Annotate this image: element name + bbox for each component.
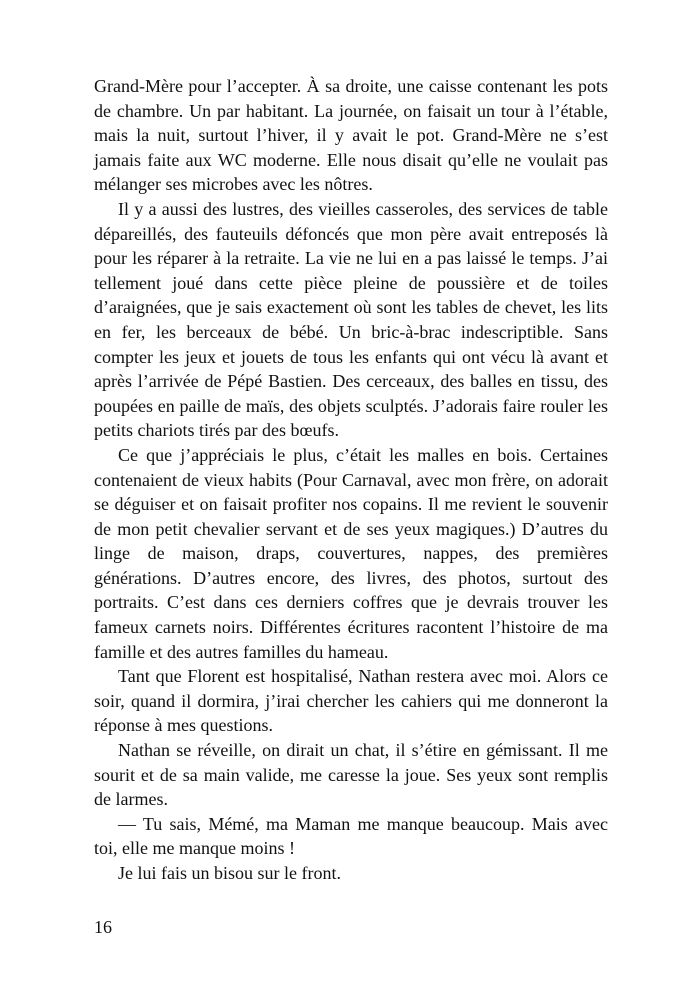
paragraph-2: Il y a aussi des lustres, des vieilles casseroles, des services de table dépareillés, des fauteuils défoncés que mon père avait entreposés là pour les réparer à la retraite. La vie ne lui en a pas laissé le temps. J’ai tellement joué dans cette pièce pleine de poussière et de toiles d’araignées, que je sais exactement où sont les tables de chevet, les lits en fer, les berceaux de bébé. Un bric-à-brac indescriptible. Sans compter les jeux et jouets de tous les enfants qui ont vécu là avant et après l’arrivée de Pépé Bastien. Des cerceaux, des balles en tissu, des poupées en paille de maïs, des objets sculptés. J’adorais faire rouler les petits chariots tirés par des bœufs. <box>94 198 608 441</box>
page-number: 16 <box>94 917 112 937</box>
paragraph-7: Je lui fais un bisou sur le front. <box>118 863 341 883</box>
paragraph-6: — Tu sais, Mémé, ma Maman me manque beaucoup. Mais avec toi, elle me manque moins ! <box>94 813 608 859</box>
paragraph-5: Nathan se réveille, on dirait un chat, il s’étire en gémissant. Il me sourit et de sa main valide, me caresse la joue. Ses yeux sont remplis de larmes. <box>94 740 608 810</box>
paragraph-1: Grand-Mère pour l’accepter. À sa droite, une caisse contenant les pots de chambre. Un par habitant. La journée, on faisait un tour à l’étable, mais la nuit, surtout l’hiver, il y avait le pot. Grand-Mère ne s’est jamais faite aux WC moderne. Elle nous disait qu’elle ne voulait pas mélanger ses microbes avec les nôtres. <box>94 76 608 195</box>
paragraph-3: Ce que j’appréciais le plus, c’était les malles en bois. Certaines contenaient de vieux habits (Pour Carnaval, avec mon frère, on adorait se déguiser et on faisait profiter nos copains. Il me revient le souvenir de mon petit chevalier servant et de ses yeux magiques.) D’autres du linge de maison, draps, couvertures, nappes, des premières générations. D’autres encore, des livres, des photos, surtout des portraits. C’est dans ces derniers coffres que je devrais trouver les fameux carnets noirs. Différentes écritures racontent l’histoire de ma famille et des autres familles du hameau. <box>94 444 608 662</box>
page-text <box>94 74 608 886</box>
paragraph-4: Tant que Florent est hospitalisé, Nathan restera avec moi. Alors ce soir, quand il dormira, j’irai chercher les cahiers qui me donneront la réponse à mes questions. <box>94 666 608 736</box>
